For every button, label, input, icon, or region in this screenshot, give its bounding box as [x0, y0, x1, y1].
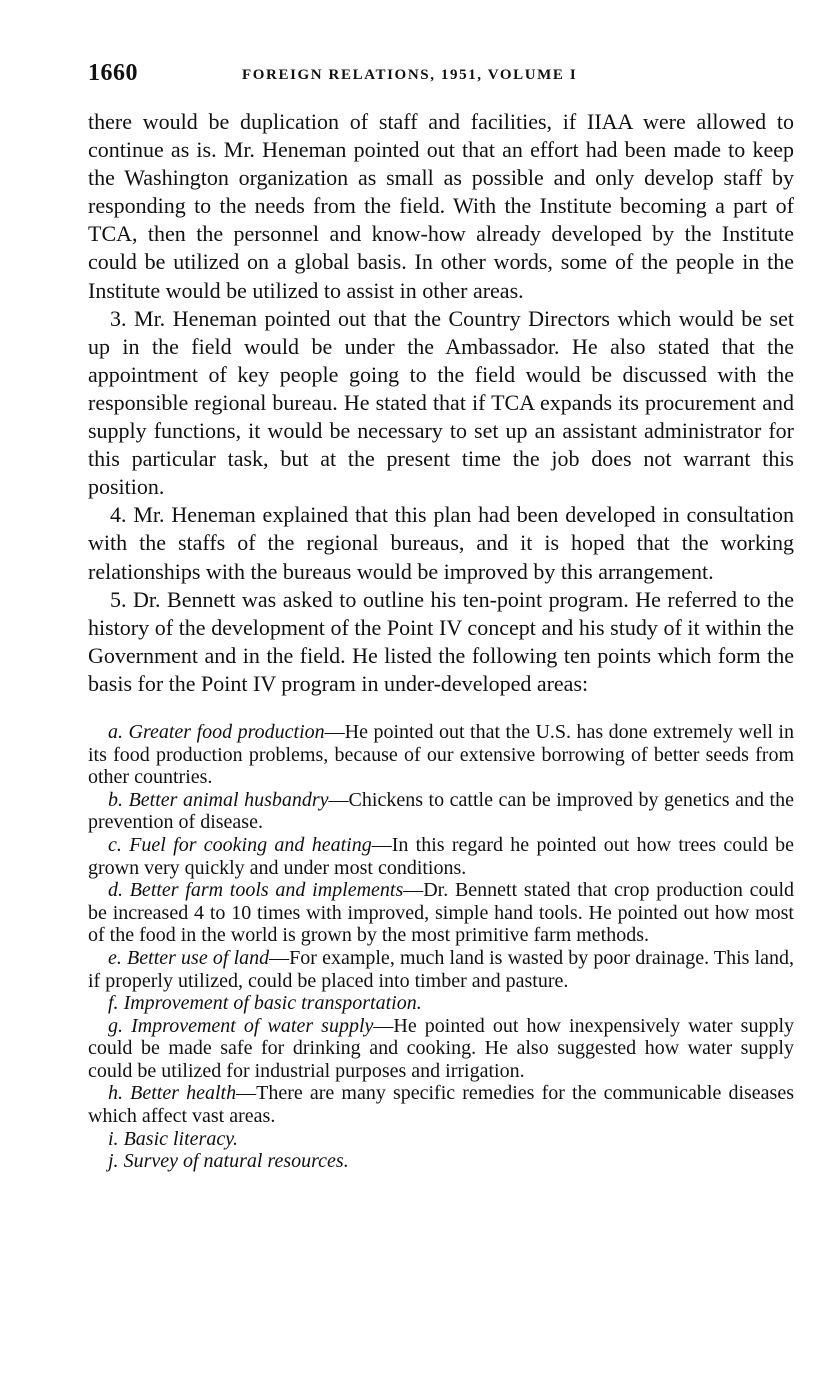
- point-title: Improvement of basic transportation.: [123, 992, 422, 1015]
- paragraph-item-4: 4. Mr. Heneman explained that this plan had been developed in consultation with the staffs of the regional bureaus, and it is hoped that the working relationships with the bureaus would be improved by this arrangement.: [88, 502, 794, 584]
- body-text: [88, 108, 794, 698]
- point-label: a.: [108, 720, 123, 743]
- point-label: e.: [108, 946, 122, 969]
- point-label: j.: [108, 1150, 119, 1173]
- point-text: —In this regard he pointed out how trees could be grown very quickly and under most conditions.: [88, 833, 795, 879]
- running-head: FOREIGN RELATIONS, 1951, VOLUME I: [242, 67, 578, 83]
- point-i: [88, 1128, 794, 1151]
- point-title: Greater food production: [128, 720, 325, 743]
- point-title: Basic literacy.: [123, 1127, 238, 1150]
- point-title: Better farm tools and implements: [129, 879, 404, 902]
- point-e: [88, 947, 794, 992]
- point-h: [88, 1082, 794, 1127]
- paragraph-continued: there would be duplication of staff and facilities, if IIAA were allowed to continue as is. Mr. Heneman pointed out that an effort had been made to keep the Washington organization as small as possible and only develop staff by responding to the needs from the field. With the Institute becoming a part of TCA, then the personnel and know-how already developed by the Institute could be utilized on a global basis. In other words, some of the people in the Institute would be utilized to assist in other areas.: [88, 109, 794, 303]
- point-d: [88, 879, 794, 947]
- page-number: 1660: [88, 60, 138, 86]
- point-title: Better health: [130, 1082, 237, 1105]
- paragraph-item-5: 5. Dr. Bennett was asked to outline his ten-point program. He referred to the history of the development of the Point IV concept and his study of it within the Government and in the field. He listed the following ten points which form the basis for the Point IV program in under-developed areas:: [88, 586, 794, 696]
- point-label: c.: [108, 833, 122, 856]
- point-text: —He pointed out that the U.S. has done extremely well in its food production problems, because of our extensive borrowing of better seeds from other countries.: [88, 720, 794, 789]
- point-text: —For example, much land is wasted by poor drainage. This land, if properly utilized, could be placed into timber and pasture.: [88, 946, 795, 992]
- point-title: Survey of natural resources.: [123, 1150, 349, 1173]
- point-b: [88, 789, 794, 834]
- point-label: i.: [108, 1127, 119, 1150]
- point-a: [88, 721, 794, 789]
- point-title: Better animal husbandry: [128, 788, 329, 811]
- point-j: [88, 1150, 794, 1173]
- point-c: [88, 834, 794, 879]
- ten-point-list: [88, 721, 794, 1173]
- point-label: b.: [108, 788, 123, 811]
- point-title: Better use of land: [127, 946, 270, 969]
- paragraph-item-3: 3. Mr. Heneman pointed out that the Country Directors which would be set up in the field would be under the Ambassador. He also stated that the appointment of key people going to the field would be discussed with the responsible regional bureau. He stated that if TCA expands its procurement and supply functions, it would be necessary to set up an assistant administrator for this particular task, but at the present time the job does not warrant this position.: [88, 305, 794, 500]
- point-title: Fuel for cooking and heating: [129, 833, 372, 856]
- point-text: —Chickens to cattle can be improved by genetics and the prevention of disease.: [88, 788, 794, 834]
- point-text: —There are many specific remedies for the communicable diseases which affect vast areas.: [88, 1082, 794, 1128]
- point-label: h.: [108, 1082, 123, 1105]
- document-page: [88, 60, 794, 1173]
- page-header: [88, 60, 794, 96]
- point-text: —Dr. Bennett stated that crop production could be increased 4 to 10 times with improved, simple hand tools. He pointed out how most of the food in the world is grown by the most primitive farm methods.: [88, 879, 795, 947]
- point-title: Improvement of water supply: [131, 1014, 374, 1037]
- point-label: f.: [108, 992, 119, 1015]
- point-text: —He pointed out how inexpensively water supply could be made safe for drinking and cooking. He also suggested how water supply could be utilized for industrial purposes and irrigation.: [88, 1014, 794, 1082]
- point-label: d.: [108, 879, 123, 902]
- point-label: g.: [108, 1014, 123, 1037]
- point-f: [88, 992, 794, 1015]
- point-g: [88, 1015, 794, 1083]
